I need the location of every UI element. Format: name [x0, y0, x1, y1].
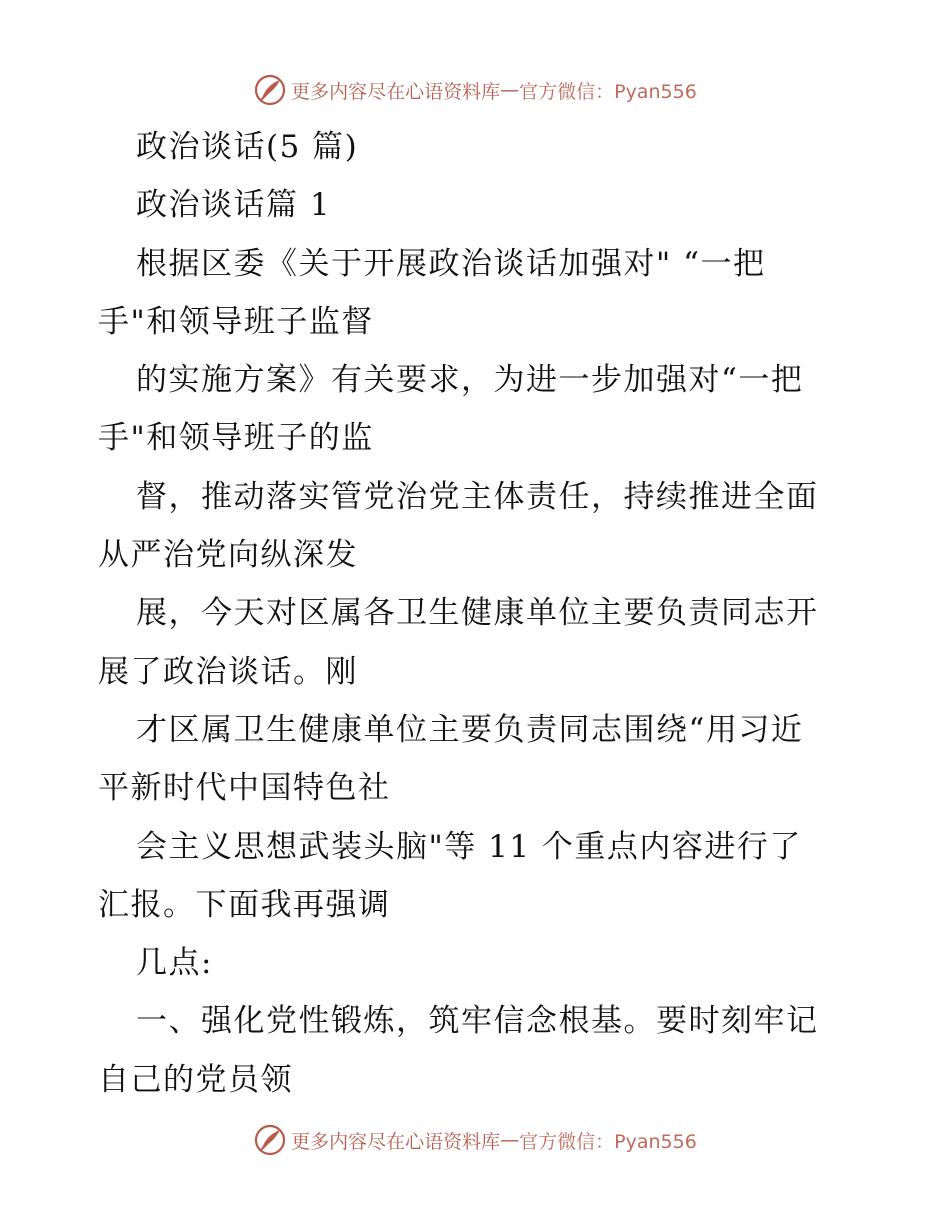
banner-text: 更多内容尽在心语资料库	[291, 1130, 501, 1153]
header-watermark-banner	[0, 72, 950, 108]
document-body	[98, 118, 858, 1109]
banner-separator: —	[500, 79, 520, 101]
paragraph-line: 展了政治谈话。刚	[98, 653, 358, 690]
quill-logo-icon	[253, 1123, 287, 1157]
paragraph-line: 汇报。下面我再强调	[98, 886, 391, 923]
document-title: 政治谈话(5 篇)	[136, 129, 359, 165]
paragraph-line: 一、强化党性锻炼，筑牢信念根基。要时刻牢记	[136, 1003, 819, 1040]
paragraph-line: 从严治党向纵深发	[98, 537, 358, 574]
paragraph-line: 的实施方案》有关要求，为进一步加强对“一把	[136, 362, 804, 399]
footer-watermark-banner	[0, 1122, 950, 1158]
banner-wechat: 官方微信：Pyan556	[519, 1130, 697, 1153]
banner-text: 更多内容尽在心语资料库	[291, 80, 501, 103]
paragraph-line: 几点:	[136, 945, 213, 982]
quill-logo-icon	[253, 73, 287, 107]
paragraph-line: 才区属卫生健康单位主要负责同志围绕“用习近	[136, 711, 804, 748]
paragraph-line: 自己的党员领	[98, 1061, 293, 1098]
section-heading: 政治谈话篇 1	[136, 187, 332, 224]
paragraph-line: 手"和领导班子监督	[98, 303, 374, 340]
banner-separator: —	[500, 1129, 520, 1151]
paragraph-line: 督，推动落实管党治党主体责任，持续推进全面	[136, 478, 819, 515]
banner-wechat: 官方微信：Pyan556	[519, 80, 697, 103]
paragraph-line: 展，今天对区属各卫生健康单位主要负责同志开	[136, 595, 819, 632]
paragraph-line: 手"和领导班子的监	[98, 420, 374, 457]
paragraph-line: 会主义思想武装头脑"等 11 个重点内容进行了	[136, 828, 802, 865]
paragraph-line: 平新时代中国特色社	[98, 770, 391, 807]
paragraph-line: 根据区委《关于开展政治谈话加强对" “一把	[136, 245, 766, 282]
